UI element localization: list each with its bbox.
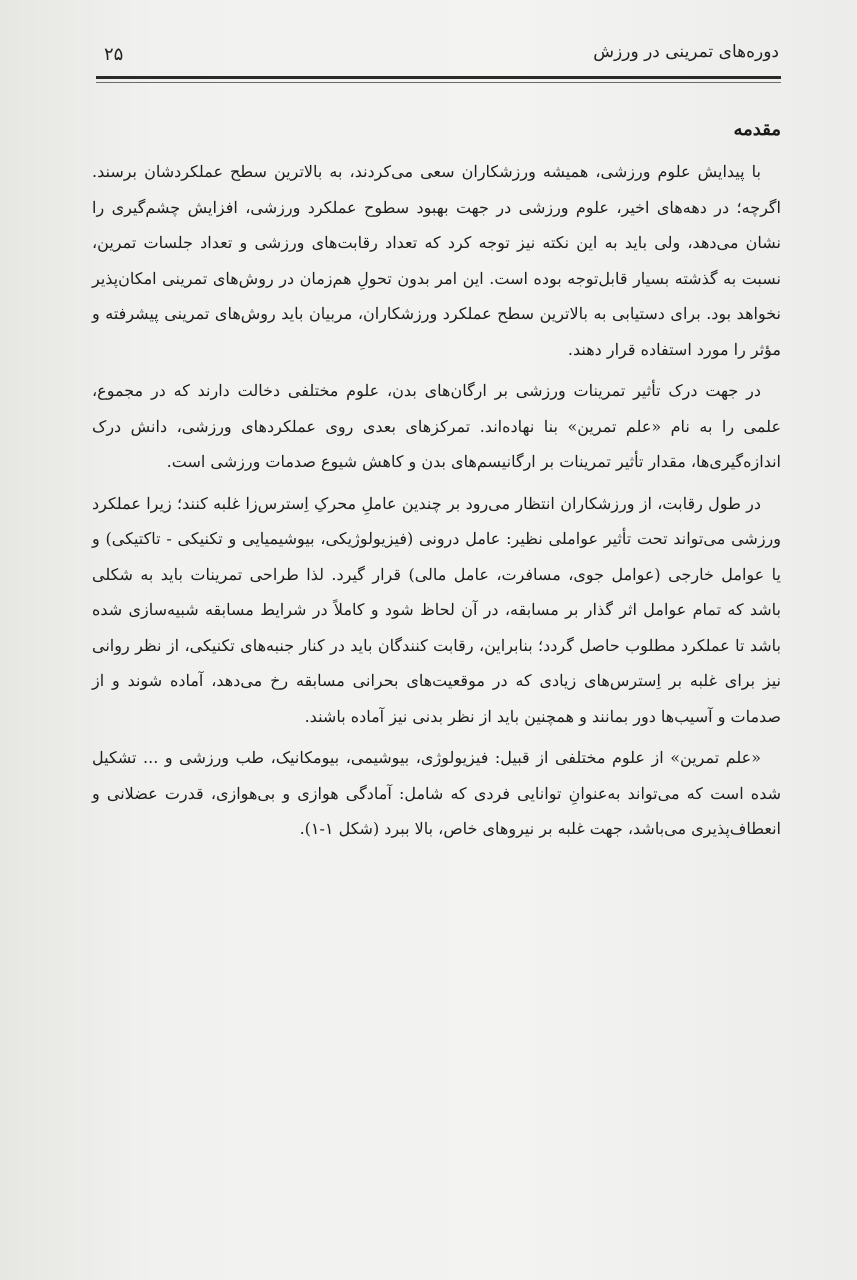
header-rule [96, 76, 781, 79]
page-number: ۲۵ [104, 44, 124, 65]
paragraph-1: با پیدایش علوم ورزشی، همیشه ورزشکاران سعی می‌کردند، به بالاترین سطح عملکردشان برسند. اگرچه؛ در دهه‌های اخیر، علوم ورزشی در جهت بهبود سطوح عملکرد ورزشی، افزایش چشم‌گیری را نشان می‌دهد، ولی باید به این نکته نیز توجه کرد که تعداد رقابت‌های ورزشی و تعداد جلسات تمرین، نسبت به گذشته بسیار قابل‌توجه بوده است. این امر بدون تحولِ هم‌زمان در روش‌های تمرینی امکان‌پذیر نخواهد بود. برای دستیابی به بالاترین سطح عملکرد ورزشکاران، مربیان باید روش‌های تمرینی پیشرفته و مؤثر را مورد استفاده قرار دهند. [92, 162, 782, 359]
header-rule-thin [96, 82, 781, 83]
paragraph-3: در طول رقابت، از ورزشکاران انتظار می‌رود بر چندین عاملِ محرکِ اِسترس‌زا غلبه کنند؛ زیرا عملکرد ورزشی می‌تواند تحت تأثیر عواملی نظیر: عامل درونی (فیزیولوژیکی، بیوشیمیایی و تکنیکی - تاکتیکی) و یا عوامل خارجی (عوامل جوی، مسافرت، عامل مالی) قرار گیرد. لذا طراحی تمرینات باید به شکلی باشد که تمام عوامل اثر گذار بر مسابقه، در آن لحاظ شود و کاملاً در شرایط مسابقه شبیه‌سازی شده باشد تا عملکرد مطلوب حاصل گردد؛ بنابراین، رقابت کنندگان باید در کنار جنبه‌های تکنیکی، از نظر روانی نیز برای غلبه بر اِسترس‌های زیادی که در موقعیت‌های بحرانی مسابقه رخ می‌دهد، آماده شوند و از صدمات و آسیب‌ها دور بمانند و همچنین باید از نظر بدنی نیز آماده باشند. [92, 493, 782, 726]
running-title: دوره‌های تمرینی در ورزش [593, 42, 779, 62]
page-body [92, 116, 781, 853]
paragraph-4: «علم تمرین» از علوم مختلفی از قبیل: فیزیولوژی، بیوشیمی، بیومکانیک، طب ورزشی و ... تشکیل شده است که می‌تواند به‌عنوانِ توانایی فردی که شامل: آمادگی هوازی و بی‌هوازی، قدرت عضلانی و انعطاف‌پذیری می‌باشد، جهت غلبه بر نیروهای خاص، بالا ببرد (شکل ۱-۱). [92, 748, 781, 838]
section-title: مقدمه [733, 119, 781, 140]
paragraph-2: در جهت درک تأثیر تمرینات ورزشی بر ارگان‌های بدن، علوم مختلفی دخالت دارند که در مجموع، علمی را به نام «علم تمرین» بنا نهاده‌اند. تمرکزهای بعدی روی عملکردهای ورزشی، دانش درک اندازه‌گیری‌ها، مقدار تأثیر تمرینات بر ارگانیسم‌های بدن و کاهش شیوع صدمات ورزشی است. [92, 381, 781, 471]
page-header [96, 38, 781, 74]
